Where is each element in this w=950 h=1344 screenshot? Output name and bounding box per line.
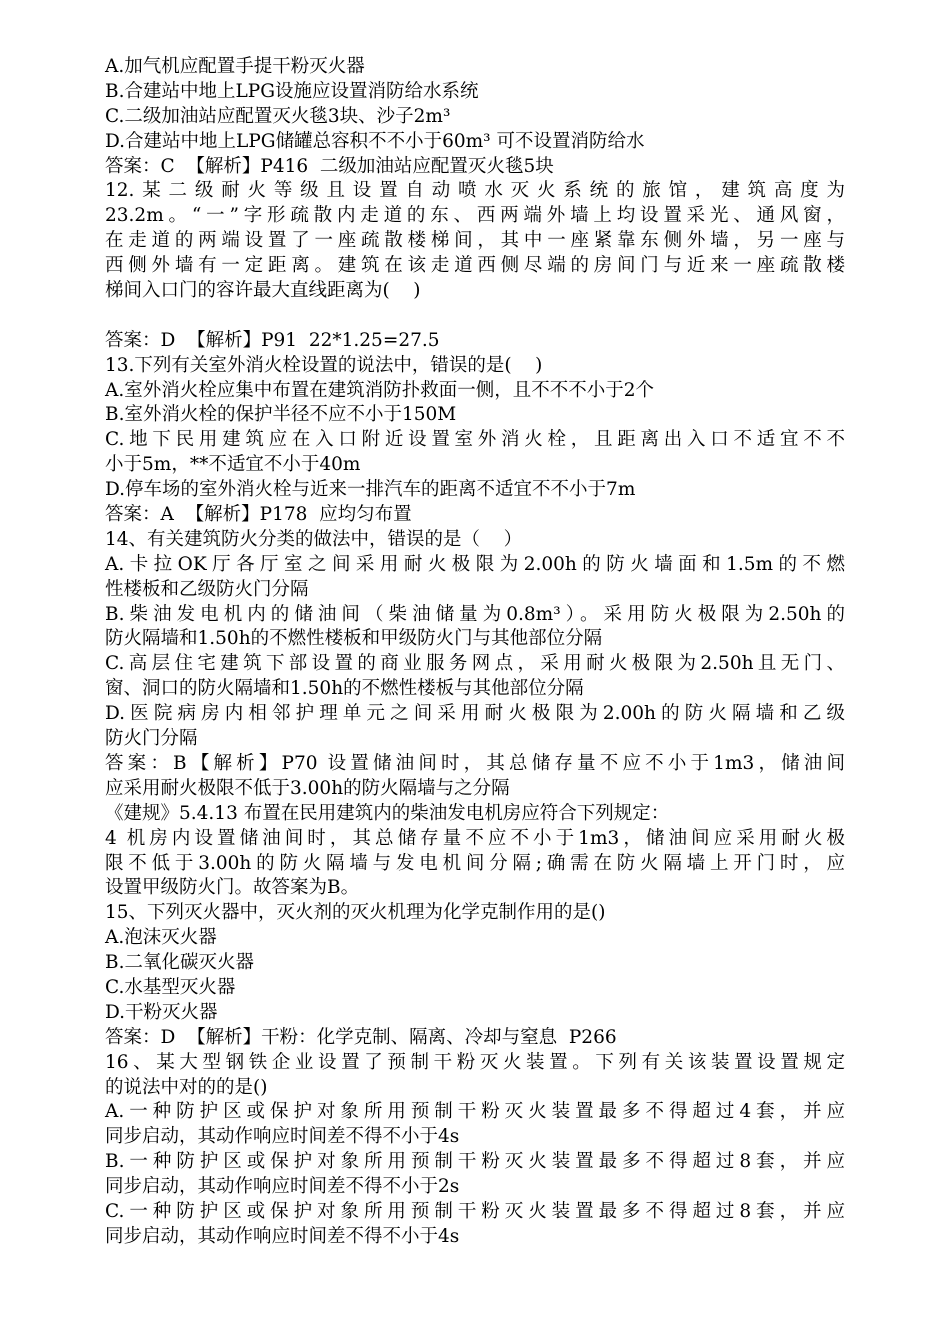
- text-line: D.干粉灭火器: [105, 1001, 218, 1023]
- text-line: D.合建站中地上LPG储罐总容积不不小于60m³ 可不设置消防给水: [105, 130, 645, 152]
- text-line: C.二级加油站应配置灭火毯3块、沙子2m³: [105, 105, 451, 127]
- blank-line: [105, 304, 845, 329]
- text-line: C.地下民用建筑应在入口附近设置室外消火栓，且距离出入口不适宜不不: [105, 429, 845, 451]
- text-line: B.合建站中地上LPG设施应设置消防给水系统: [105, 80, 479, 102]
- text-line: 西侧外墙有一定距离。建筑在该走道西侧尽端的房间门与近来一座疏散楼: [105, 255, 845, 277]
- text-line: A.一种防护区或保护对象所用预制干粉灭火装置最多不得超过4套，并应: [105, 1101, 845, 1123]
- text-line: 答案：B【解析】P70 设置储油间时，其总储存量不应不小于1m3，储油间: [105, 752, 845, 774]
- text-line: 12.某二级耐火等级且设置自动喷水灭火系统的旅馆，建筑高度为: [105, 180, 845, 202]
- text-line: 在走道的两端设置了一座疏散楼梯间，其中一座紧靠东侧外墙，另一座与: [105, 230, 845, 252]
- text-line: 设置甲级防火门。故答案为B。: [105, 877, 360, 899]
- text-line: 4 机房内设置储油间时，其总储存量不应不小于1m3，储油间应采用耐火极: [105, 827, 845, 849]
- text-line: 防火隔墙和1.50h的不燃性楼板和甲级防火门与其他部位分隔: [105, 628, 603, 650]
- document-page: [105, 55, 845, 1250]
- text-line: C.水基型灭火器: [105, 976, 236, 998]
- text-line: B.一种防护区或保护对象所用预制干粉灭火装置最多不得超过8套，并应: [105, 1151, 845, 1173]
- text-line: C.一种防护区或保护对象所用预制干粉灭火装置最多不得超过8套，并应: [105, 1200, 845, 1222]
- text-line: 梯间入口门的容许最大直线距离为( ): [105, 280, 421, 302]
- text-line: 答案：A 【解析】P178 应均匀布置: [105, 504, 412, 526]
- text-line: 窗、洞口的防火隔墙和1.50h的不燃性楼板与其他部位分隔: [105, 678, 584, 700]
- text-line: B.柴油发电机内的储油间（柴油储量为0.8m³）。采用防火极限为2.50h的: [105, 603, 845, 625]
- text-line: 答案：C 【解析】P416 二级加油站应配置灭火毯5块: [105, 155, 554, 177]
- text-line: A.卡拉OK厅各厅室之间采用耐火极限为2.00h的防火墙面和1.5m的不燃: [105, 553, 845, 575]
- text-line: 13.下列有关室外消火栓设置的说法中，错误的是( ): [105, 354, 543, 376]
- text-line: 答案：D 【解析】P91 22*1.25=27.5: [105, 329, 440, 351]
- text-line: 答案：D 【解析】干粉：化学克制、隔离、冷却与窒息 P266: [105, 1026, 617, 1048]
- text-line: 限不低于3.00h的防火隔墙与发电机间分隔;确需在防火隔墙上开门时，应: [105, 852, 845, 874]
- text-line: 同步启动，其动作响应时间差不得不小于4s: [105, 1225, 460, 1247]
- text-line: A.泡沫灭火器: [105, 927, 217, 949]
- text-line: 同步启动，其动作响应时间差不得不小于4s: [105, 1126, 460, 1148]
- text-line: B.室外消火栓的保护半径不应不小于150M: [105, 404, 457, 426]
- text-line: 14、有关建筑防火分类的做法中，错误的是（ ）: [105, 528, 523, 550]
- text-line: 同步启动，其动作响应时间差不得不小于2s: [105, 1176, 460, 1198]
- text-line: 应采用耐火极限不低于3.00h的防火隔墙与之分隔: [105, 777, 510, 799]
- text-line: 防火门分隔: [105, 728, 198, 750]
- text-line: D.医院病房内相邻护理单元之间采用耐火极限为2.00h的防火隔墙和乙级: [105, 703, 845, 725]
- text-line: 性楼板和乙级防火门分隔: [105, 578, 309, 600]
- text-line: B.二氧化碳灭火器: [105, 952, 254, 974]
- text-line: 小于5m，**不适宜不小于40m: [105, 454, 361, 476]
- text-line: C.高层住宅建筑下部设置的商业服务网点，采用耐火极限为2.50h且无门、: [105, 653, 845, 675]
- text-line: D.停车场的室外消火栓与近来一排汽车的距离不适宜不不小于7m: [105, 479, 636, 501]
- text-line: 15、下列灭火器中，灭火剂的灭火机理为化学克制作用的是(): [105, 902, 606, 924]
- text-line: A.加气机应配置手提干粉灭火器: [105, 56, 365, 77]
- text-line: A.室外消火栓应集中布置在建筑消防扑救面一侧，且不不不小于2个: [105, 379, 655, 401]
- text-line: 《建规》5.4.13 布置在民用建筑内的柴油发电机房应符合下列规定：: [105, 802, 670, 824]
- text-line: 的说法中对的的是(): [105, 1076, 268, 1098]
- text-line: 16、某大型钢铁企业设置了预制干粉灭火装置。下列有关该装置设置规定: [105, 1051, 845, 1073]
- text-line: 23.2m。“一”字形疏散内走道的东、西两端外墙上均设置采光、通风窗，: [105, 205, 845, 227]
